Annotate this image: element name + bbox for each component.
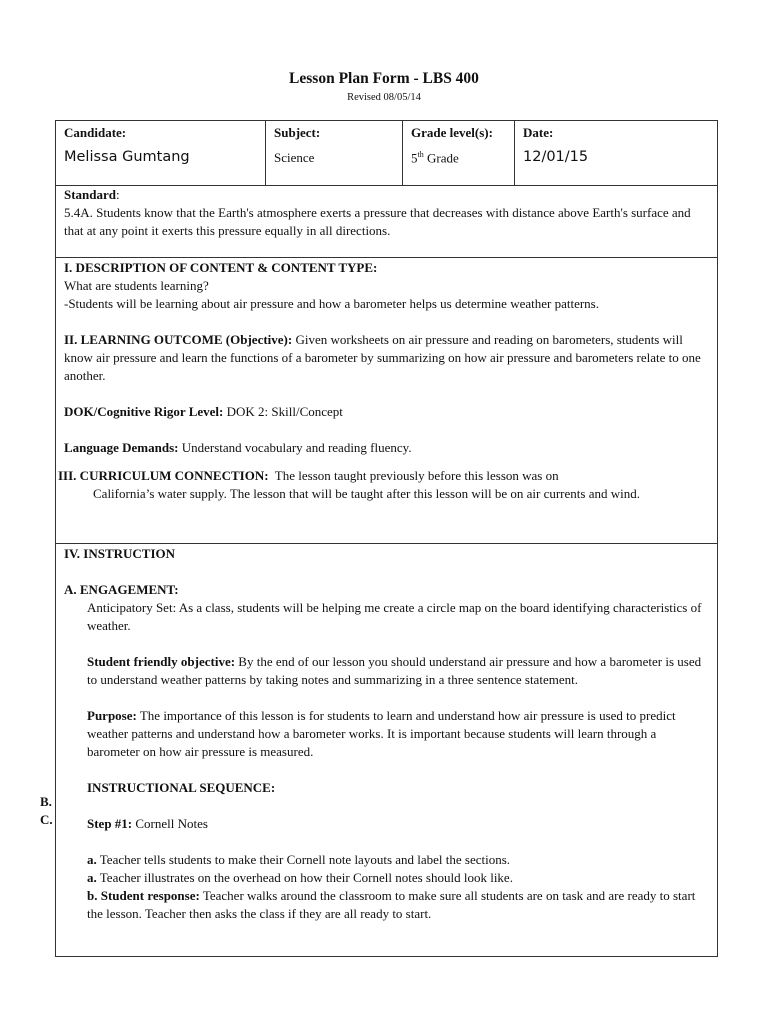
header-row — [56, 121, 717, 186]
step1-a1-text: Teacher tells students to make their Cornell note layouts and label the sections. — [96, 852, 511, 867]
section4-heading: IV. INSTRUCTION — [64, 546, 176, 561]
step1-a2-text: Teacher illustrates on the overhead on how their Cornell notes should look like. — [96, 870, 513, 885]
standard-colon: : — [116, 187, 120, 202]
content-section — [56, 258, 717, 544]
date-label: Date: — [523, 125, 554, 140]
list-marker-b: B. — [40, 794, 52, 809]
section3-rest: California’s water supply. The lesson that will be taught after this lesson will be on air currents and wind. — [93, 486, 640, 501]
date-cell — [515, 121, 717, 185]
subject-cell — [266, 121, 403, 185]
sfo-label: Student friendly objective: — [87, 654, 236, 669]
candidate-value: Melissa Gumtang — [64, 149, 190, 165]
grade-suffix: th — [417, 150, 424, 159]
grade-word: Grade — [423, 150, 459, 166]
step1-b1-text: Teacher walks around the classroom to make sure all students are on task and are ready to start the lesson. Teacher then asks the class if they are all ready to start. — [87, 888, 696, 921]
step1-b1-label: b. Student response: — [87, 888, 200, 903]
grade-label: Grade level(s): — [411, 125, 493, 140]
language-text: Understand vocabulary and reading fluency. — [178, 440, 412, 455]
list-marker-c: C. — [40, 812, 53, 827]
purpose-label: Purpose: — [87, 708, 137, 723]
standard-text: 5.4A. Students know that the Earth's atmosphere exerts a pressure that decreases with distance above Earth's surface and that at any point it exerts this pressure equally in all directions. — [64, 205, 691, 238]
step1-a2-label: a. — [87, 870, 97, 885]
dok-label: DOK/Cognitive Rigor Level: — [64, 404, 224, 419]
sfo-text: By the end of our lesson you should understand air pressure and how a barometer is used to understand weather patterns by taking notes and summarizing in a three sentence statement. — [87, 654, 702, 687]
section2-heading: II. LEARNING OUTCOME (Objective): — [64, 332, 293, 347]
engagement-heading: A. ENGAGEMENT: — [64, 582, 179, 597]
section3-heading: III. CURRICULUM CONNECTION: — [58, 468, 269, 483]
anticipatory-set: Anticipatory Set: As a class, students will be helping me create a circle map on the board identifying characteristics of weather. — [87, 600, 702, 633]
step1-a1-label: a. — [87, 852, 97, 867]
language-label: Language Demands: — [64, 440, 179, 455]
candidate-label: Candidate: — [64, 125, 127, 140]
section2-text: Given worksheets on air pressure and reading on barometers, students will know air pressure and learn the functions of a barometer by summarizing on how air pressure and barometers relate to one another. — [64, 332, 701, 383]
date-value: 12/01/15 — [523, 149, 589, 165]
section3-line1: The lesson taught previously before this lesson was on — [268, 468, 559, 483]
grade-value — [411, 150, 506, 166]
revised-date: Revised 08/05/14 — [347, 92, 421, 103]
dok-text: DOK 2: Skill/Concept — [223, 404, 343, 419]
section1-heading: I. DESCRIPTION OF CONTENT & CONTENT TYPE: — [64, 260, 378, 275]
document-title: Lesson Plan Form - LBS 400 — [289, 70, 479, 87]
step1-label: Step #1: — [87, 816, 133, 831]
standard-section — [56, 186, 717, 258]
grade-cell — [403, 121, 515, 185]
section1-answer: -Students will be learning about air pressure and how a barometer helps us determine weather patterns. — [64, 296, 599, 311]
purpose-text: The importance of this lesson is for students to learn and understand how air pressure is used to predict weather patterns and understand how a barometer works. It is important because students will learn through a barometer on how air pressure is measured. — [87, 708, 676, 759]
lesson-plan-form — [55, 120, 718, 957]
section1-question: What are students learning? — [64, 278, 209, 293]
subject-label: Subject: — [274, 125, 321, 140]
step1-text: Cornell Notes — [132, 816, 208, 831]
subject-value: Science — [274, 150, 315, 165]
grade-number: 5 — [411, 150, 418, 166]
standard-label: Standard — [64, 187, 117, 202]
candidate-cell — [56, 121, 266, 185]
instruction-section — [56, 544, 717, 956]
sequence-heading: INSTRUCTIONAL SEQUENCE: — [87, 780, 276, 795]
